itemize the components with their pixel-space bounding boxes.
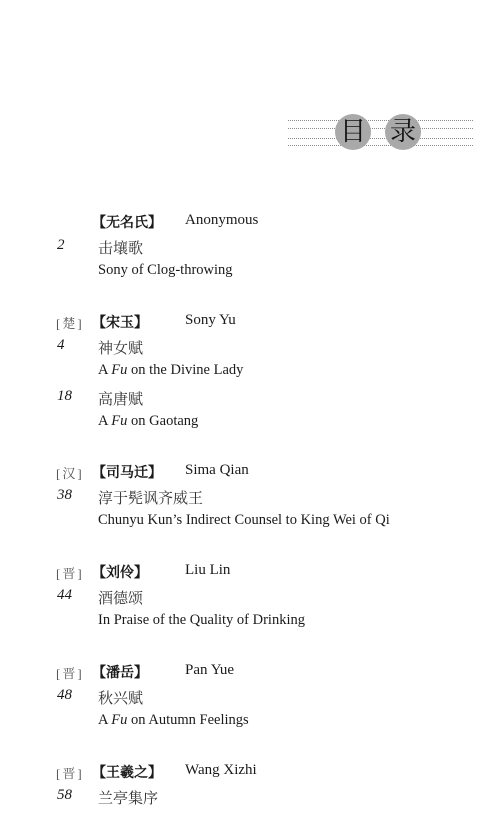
work-title-zh[interactable]: 酒德颂 <box>98 589 144 607</box>
author-name-en: Sony Yu <box>185 312 236 328</box>
title-prefix: A <box>98 362 112 378</box>
author-name-zh: 【潘岳】 <box>92 665 148 681</box>
work-title-en[interactable] <box>98 362 243 379</box>
title-suffix: on Gaotang <box>127 413 199 429</box>
page-number[interactable]: 58 <box>57 787 72 803</box>
page-number[interactable]: 38 <box>57 487 72 503</box>
dynasty-label: [楚] <box>56 316 84 331</box>
work-title-en[interactable]: Sony of Clog-throwing <box>98 262 233 278</box>
work-title-en[interactable]: Chunyu Kun’s Indirect Counsel to King Wei of Qi <box>98 512 390 528</box>
heading-rule-lower <box>288 138 473 139</box>
title-prefix: A <box>98 712 112 728</box>
title-italic: Fu <box>111 362 128 378</box>
work-title-zh[interactable]: 淳于髡讽齐威王 <box>98 489 204 507</box>
page-number[interactable]: 18 <box>57 388 72 404</box>
work-title-zh[interactable]: 兰亭集序 <box>98 789 159 807</box>
title-suffix: on the Divine Lady <box>127 362 244 378</box>
toc-heading <box>288 112 473 152</box>
page-number[interactable]: 44 <box>57 587 72 603</box>
author-name-en: Liu Lin <box>185 562 231 578</box>
heading-rule-bottom <box>288 145 473 146</box>
heading-rule-top <box>288 120 473 121</box>
work-title-en[interactable] <box>98 413 198 430</box>
page-number[interactable]: 4 <box>57 337 65 353</box>
heading-char-2: 录 <box>385 114 421 150</box>
work-title-zh[interactable]: 高唐赋 <box>98 390 144 408</box>
author-name-zh: 【无名氏】 <box>92 215 162 231</box>
work-title-zh[interactable]: 神女赋 <box>98 339 144 357</box>
author-name-en: Sima Qian <box>185 462 249 478</box>
author-name-zh: 【宋玉】 <box>92 315 148 331</box>
dynasty-label: [晋] <box>56 666 84 681</box>
work-title-en[interactable] <box>98 712 249 729</box>
heading-char-1: 目 <box>335 114 371 150</box>
author-name-zh: 【刘伶】 <box>92 565 148 581</box>
page-number[interactable]: 2 <box>57 237 65 253</box>
heading-rule-mid <box>288 128 473 129</box>
author-name-zh: 【王羲之】 <box>92 765 162 781</box>
author-name-zh: 【司马迁】 <box>92 465 162 481</box>
dynasty-label: [晋] <box>56 766 84 781</box>
title-italic: Fu <box>111 413 128 429</box>
title-suffix: on Autumn Feelings <box>127 712 249 728</box>
author-name-en: Pan Yue <box>185 662 235 678</box>
page-number[interactable]: 48 <box>57 687 72 703</box>
work-title-zh[interactable]: 击壤歌 <box>98 239 144 257</box>
title-prefix: A <box>98 413 112 429</box>
work-title-zh[interactable]: 秋兴赋 <box>98 689 144 707</box>
author-name-en: Anonymous <box>185 212 259 228</box>
dynasty-label: [晋] <box>56 566 84 581</box>
title-italic: Fu <box>111 712 128 728</box>
author-name-en: Wang Xizhi <box>185 762 257 778</box>
dynasty-label: [汉] <box>56 466 84 481</box>
work-title-en[interactable]: In Praise of the Quality of Drinking <box>98 612 305 628</box>
